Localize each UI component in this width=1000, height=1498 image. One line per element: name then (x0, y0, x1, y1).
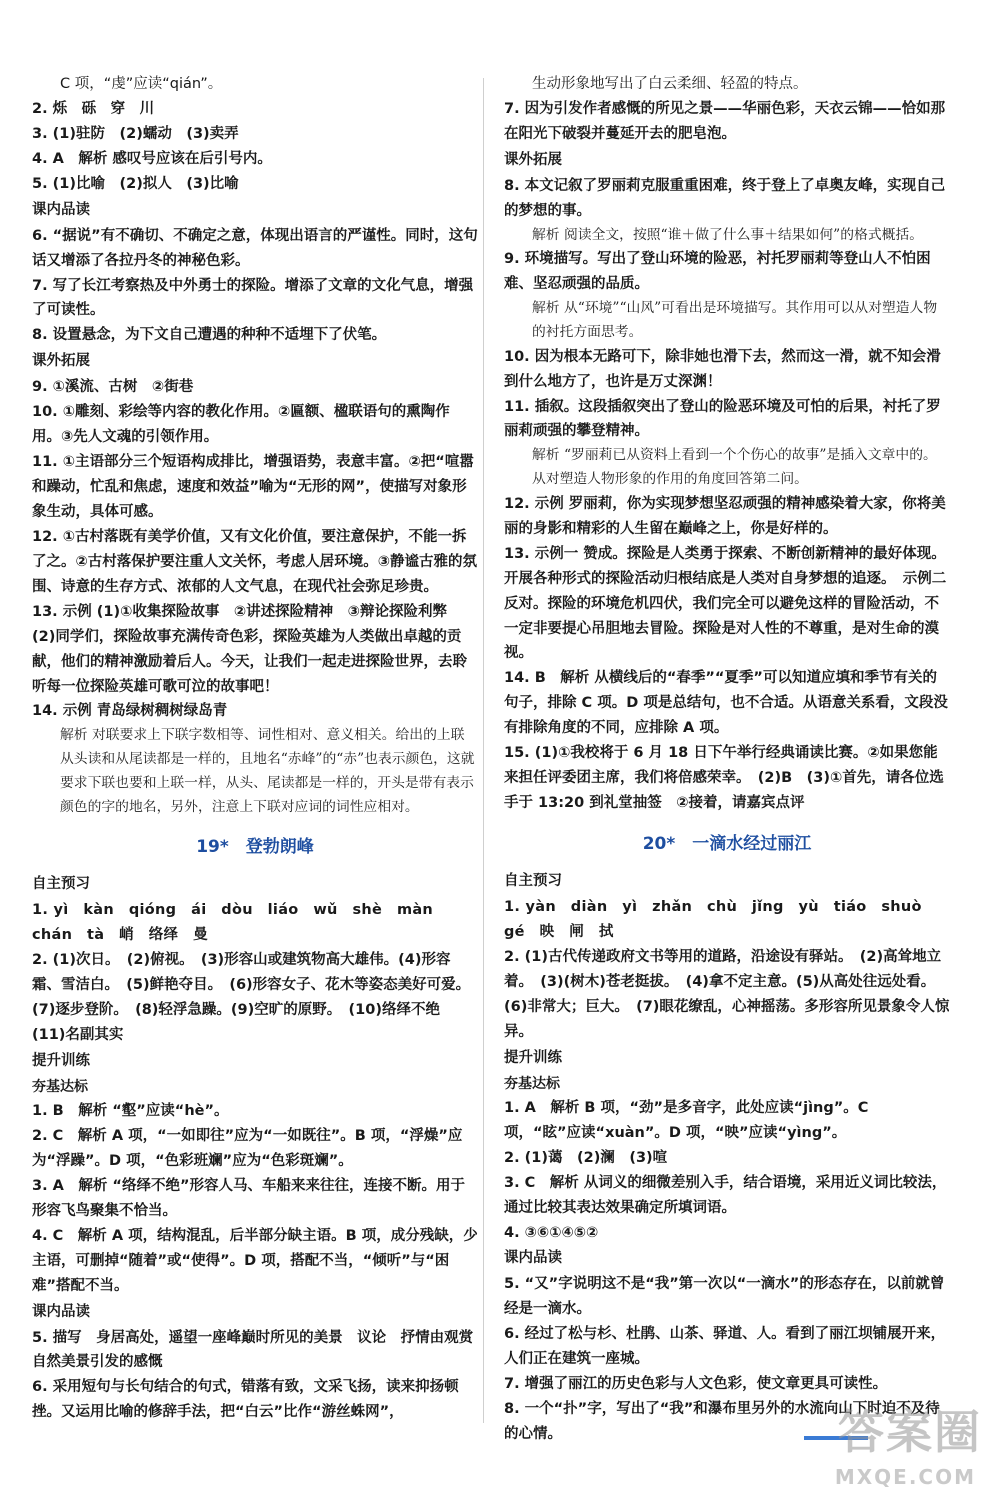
lesson-title: 20* 一滴水经过丽江 (642, 834, 812, 855)
answer-line: 6. “据说”有不确切、不确定之意，体现出语言的严谨性。同时，这句话又增添了各拉丹冬的神秘色彩。 (32, 227, 478, 269)
answer-line: 5. “又”字说明这不是“我”第一次以“一滴水”的形态存在，以前就曾经是一滴水。 (504, 1276, 945, 1318)
section-heading: 课内品读 (32, 201, 90, 218)
answer-line: 3. A 解析 “络绎不绝”形容人马、车船来来往往，连接不断。用于形容飞鸟聚集不恰当。 (32, 1177, 465, 1219)
answer-line: 2. (1)蔼 (2)澜 (3)喧 (504, 1149, 668, 1166)
answer-line: 7. 因为引发作者感慨的所见之景——华丽色彩，天衣云锦——恰如那在阳光下破裂并蔓延开去的肥皂泡。 (504, 100, 946, 142)
answer-line: 7. 增强了丽江的历史色彩与人文色彩，使文章更具可读性。 (504, 1376, 888, 1393)
analysis-note: 解析 “罗丽莉已从资料上看到一个个伤心的故事”是插入文章中的。从对塑造人物形象的作用的角度回答第二问。 (532, 447, 937, 488)
answer-line: 2. C 解析 A 项，“一如即往”应为“一如既往”。B 项，“浮燥”应为“浮躁”。D 项，“色彩班斓”应为“色彩斑斓”。 (32, 1128, 463, 1169)
section-heading: 课外拓展 (32, 353, 90, 370)
answer-line: 4. A 解析 感叹号应该在后引号内。 (32, 150, 272, 167)
answer-line: 2. 烁 砾 穿 川 (32, 100, 155, 117)
watermark-url: MXQE.COM (834, 1464, 976, 1489)
answer-line: 12. ①古村落既有美学价值，又有文化价值，要注意保护，不能一拆了之。②古村落保护要注重人文关怀，考虑人居环境。③静谧古雅的氛围、诗意的生存方式、浓郁的人文气息，在现代社会弥足珍贵。 (32, 528, 478, 595)
answer-line: 13. 示例一 赞成。探险是人类勇于探索、不断创新精神的最好体现。开展各种形式的探险活动归根结底是人类对自身梦想的追逐。 示例二 反对。探险的环境危机四伏，我们完全可以避免这样的冒险活动，不一定非要提心吊胆地去冒险。探险是对人性的不尊重，是对生命的漠视。 (504, 545, 947, 662)
answer-line: 11. ①主语部分三个短语构成排比，增强语势，表意丰富。②把“喧嚣和躁动，忙乱和焦虑，速度和效益”喻为“无形的网”，使描写对象形象生动，具体可感。 (32, 454, 474, 520)
answer-line: 14. 示例 青岛绿树稠树绿岛青 (32, 703, 228, 720)
subsection-heading: 夯基达标 (504, 1075, 560, 1092)
lesson-title: 19* 登勃朗峰 (196, 837, 314, 858)
answer-line: 8. 本文记叙了罗丽莉克服重重困难，终于登上了卓奥友峰，实现自己的梦想的事。 (504, 177, 946, 219)
answer-line: 3. C 解析 从词义的细微差别入手，结合语境，采用近义词比较法，通过比较其表达效果确定所填词语。 (504, 1174, 947, 1216)
answer-line: 2. (1)次日。 (2)俯视。 (3)形容山或建筑物高大雄伟。(4)形容霜、雪洁白。 (5)鲜艳夺目。 (6)形容女子、花木等姿态美好可爱。 (7)逐步登阶。 (8)轻浮急躁。(9)空旷的原野。 (10)络绎不绝 (11)名副其实 (32, 952, 478, 1044)
answer-line: 1. A 解析 B 项，“劲”是多音字，此处应读“jìng”。C 项，“眩”应读“xuàn”。D 项，“映”应读“yìng”。 (504, 1099, 869, 1141)
answer-line: 13. 示例 (1)①收集探险故事 ②讲述探险精神 ③辩论探险利弊 (2)同学们，探险故事充满传奇色彩，探险英雄为人类做出卓越的贡献，他们的精神激励着后人。今天，让我们一起走进探险世界，去聆听每一位探险英雄可歌可泣的故事吧！ (32, 603, 467, 695)
answer-line: 11. 插叙。这段插叙突出了登山的险恶环境及可怕的后果，衬托了罗丽莉顽强的攀登精神。 (504, 398, 941, 440)
answer-line: 6. 经过了松与杉、杜鹃、山茶、驿道、人。看到了丽江坝铺展开来，人们正在建筑一座城。 (504, 1326, 946, 1368)
section-heading: 课外拓展 (504, 151, 562, 168)
answer-line: 4. C 解析 A 项，结构混乱，后半部分缺主语。B 项，成分残缺，少主语，可删掉“随着”或“使得”。D 项，搭配不当，“倾听”与“困难”搭配不当。 (32, 1227, 478, 1294)
analysis-note: 解析 阅读全文，按照“谁＋做了什么事＋结果如何”的格式概括。 (532, 226, 924, 243)
answer-line: 2. (1)古代传递政府文书等用的道路，沿途设有驿站。 (2)高耸地立着。 (3)(树木)苍老挺拔。 (4)拿不定主意。(5)从高处往远处看。 (6)非常大；巨大。 (7)眼花缭乱，心神摇荡。多形容所见景象令人惊异。 (504, 949, 950, 1040)
section-heading: 课内品读 (504, 1250, 562, 1267)
answer-line: C 项，“虔”应读“qián”。 (60, 76, 223, 92)
answer-line: 1. yàn diàn yì zhǎn chù jǐng yù tiáo shuò gé 映 闸 拭 (504, 899, 937, 941)
answer-line: 6. 采用短句与长句结合的句式，错落有致，文采飞扬，读来抑扬顿挫。又运用比喻的修辞手法，把“白云”比作“游丝蛛网”， (32, 1379, 459, 1421)
subsection-heading: 夯基达标 (32, 1078, 88, 1095)
answer-line: 1. B 解析 “壑”应读“hè”。 (32, 1103, 229, 1120)
section-heading: 自主预习 (504, 873, 562, 890)
left-column (32, 72, 478, 1425)
section-heading: 自主预习 (32, 876, 90, 893)
analysis-note: 解析 从“环境”“山风”可看出是环境描写。其作用可以从对塑造人物的衬托方面思考。 (532, 300, 938, 340)
answer-line: 9. 环境描写。写出了登山环境的险恶，衬托罗丽莉等登山人不怕困难、坚忍顽强的品质。 (504, 251, 931, 293)
answer-line: 5. 描写 身居高处，遥望一座峰巅时所见的美景 议论 抒情由观赏自然美景引发的感慨 (32, 1329, 474, 1371)
answer-line: 5. (1)比喻 (2)拟人 (3)比喻 (32, 175, 239, 192)
answer-line: 15. (1)①我校将于 6 月 18 日下午举行经典诵读比赛。②如果您能来担任评委团主席，我们将倍感荣幸。 (2)B (3)①首先，请各位选手于 13:20 到礼堂抽签 ②接着，请嘉宾点评 (504, 745, 944, 812)
column-divider (483, 78, 484, 1423)
answer-line: 4. ③⑥①④⑤② (504, 1224, 599, 1241)
answer-line: 7. 写了长江考察热及中外勇士的探险。增添了文章的文化气息，增强了可读性。 (32, 277, 474, 319)
answer-line: 12. 示例 罗丽莉，你为实现梦想坚忍顽强的精神感染着大家，你将美丽的身影和精彩的人生留在巅峰之上，你是好样的。 (504, 495, 946, 537)
analysis-note: 解析 对联要求上下联字数相等、词性相对、意义相关。给出的上联从头读和从尾读都是一样的，且地名“赤峰”的“赤”也表示颜色，这就要求下联也要和上联一样，从头、尾读都是一样的，开头是带有表示颜色的字的地名，另外，注意上下联对应词的词性应相对。 (60, 727, 475, 815)
answer-line: 9. ①溪流、古树 ②街巷 (32, 379, 194, 396)
section-heading: 提升训练 (32, 1053, 90, 1070)
section-heading: 课内品读 (32, 1303, 90, 1320)
right-column (504, 72, 950, 1447)
answer-line: 3. (1)驻防 (2)蠕动 (3)卖弄 (32, 125, 239, 142)
answer-line: 8. 设置悬念，为下文自己遭遇的种种不适埋下了伏笔。 (32, 327, 387, 344)
watermark-logo: 答案圈 (838, 1404, 982, 1459)
answer-line: 10. 因为根本无路可下，除非她也滑下去，然而这一滑，就不知会滑到什么地方了，也许是万丈深渊！ (504, 348, 941, 390)
answer-line: 14. B 解析 从横线后的“春季”“夏季”可以知道应填和季节有关的句子，排除 C 项。D 项是总结句，也不合适。从语意关系看，文段没有排除角度的不同，应排除 A 项。 (504, 670, 948, 737)
answer-line: 10. ①雕刻、彩绘等内容的教化作用。②匾额、楹联语句的熏陶作用。③先人文魂的引领作用。 (32, 404, 450, 446)
answer-line: 1. yì kàn qióng ái dòu liáo wǔ shè màn chán tà 峭 络绎 曼 (32, 902, 448, 944)
answer-line: 8. 一个“扑”字，写出了“我”和瀑布里另外的水流向山下时迫不及待的心情。 (504, 1401, 940, 1443)
answer-line: 生动形象地写出了白云柔细、轻盈的特点。 (532, 76, 808, 92)
section-heading: 提升训练 (504, 1049, 562, 1066)
